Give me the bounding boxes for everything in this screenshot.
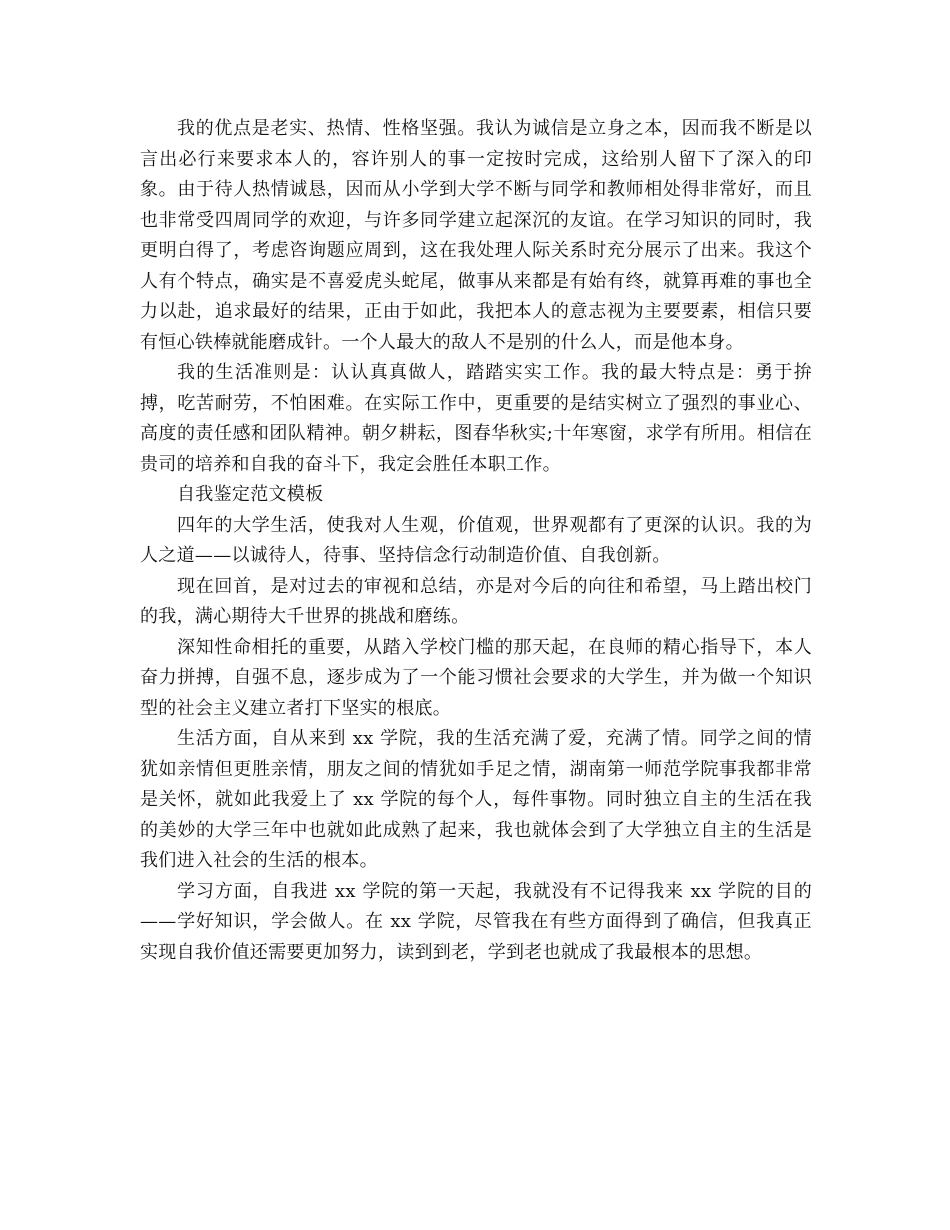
paragraph-strengths: 我的优点是老实、热情、性格坚强。我认为诚信是立身之本，因而我不断是以言出必行来要求本人的，容许别人的事一定按时完成，这给别人留下了深入的印象。由于待人热情诚恳，因而从小学到大学不断与同学和教师相处得非常好，而且也非常受四周同学的欢迎，与许多同学建立起深沉的友谊。在学习知识的同时，我更明白得了，考虑咨询题应周到，这在我处理人际关系时充分展示了出来。我这个人有个特点，确实是不喜爱虎头蛇尾，做事从来都是有始有终，就算再难的事也全力以赴，追求最好的结果，正由于如此，我把本人的意志视为主要要素，相信只要有恒心铁棒就能磨成针。一个人最大的敌人不是别的什么人，而是他本身。 bbox=[140, 118, 812, 353]
paragraph-study-aspect: 学习方面，自我进 xx 学院的第一天起，我就没有不记得我来 xx 学院的目的——学好知识，学会做人。在 xx 学院，尽管我在有些方面得到了确信，但我真正实现自我价值还需要更加努力，读到到老，学到老也就成了我最根本的思想。 bbox=[140, 880, 812, 963]
paragraph-life-aspect: 生活方面，自从来到 xx 学院，我的生活充满了爱，充满了情。同学之间的情犹如亲情但更胜亲情，朋友之间的情犹如手足之情，湖南第一师范学院事我都非常是关怀，就如此我爱上了 xx 学院的每个人，每件事物。同时独立自主的生活在我的美妙的大学三年中也就如此成熟了起来，我也就体会到了大学独立自主的生活是我们进入社会的生活的根本。 bbox=[140, 728, 812, 871]
paragraph-looking-back: 现在回首，是对过去的审视和总结，亦是对今后的向往和希望，马上踏出校门的我，满心期待大千世界的挑战和磨练。 bbox=[140, 575, 812, 627]
paragraph-life-principles: 我的生活准则是：认认真真做人，踏踏实实工作。我的最大特点是：勇于拚搏，吃苦耐劳，不怕困难。在实际工作中，更重要的是结实树立了强烈的事业心、高度的责任感和团队精神。朝夕耕耘，图春华秋实;十年寒窗，求学有所用。相信在贵司的培养和自我的奋斗下，我定会胜任本职工作。 bbox=[140, 362, 812, 475]
paragraph-self-improvement: 深知性命相托的重要，从踏入学校门槛的那天起，在良师的精心指导下，本人奋力拼搏，自强不息，逐步成为了一个能习惯社会要求的大学生，并为做一个知识型的社会主义建立者打下坚实的根底。 bbox=[140, 636, 812, 719]
section-heading: 自我鉴定范文模板 bbox=[177, 484, 324, 505]
document-body bbox=[140, 114, 812, 968]
paragraph-university-life: 四年的大学生活，使我对人生观，价值观，世界观都有了更深的认识。我的为人之道——以诚待人，待事、坚持信念行动制造价值、自我创新。 bbox=[140, 514, 812, 566]
